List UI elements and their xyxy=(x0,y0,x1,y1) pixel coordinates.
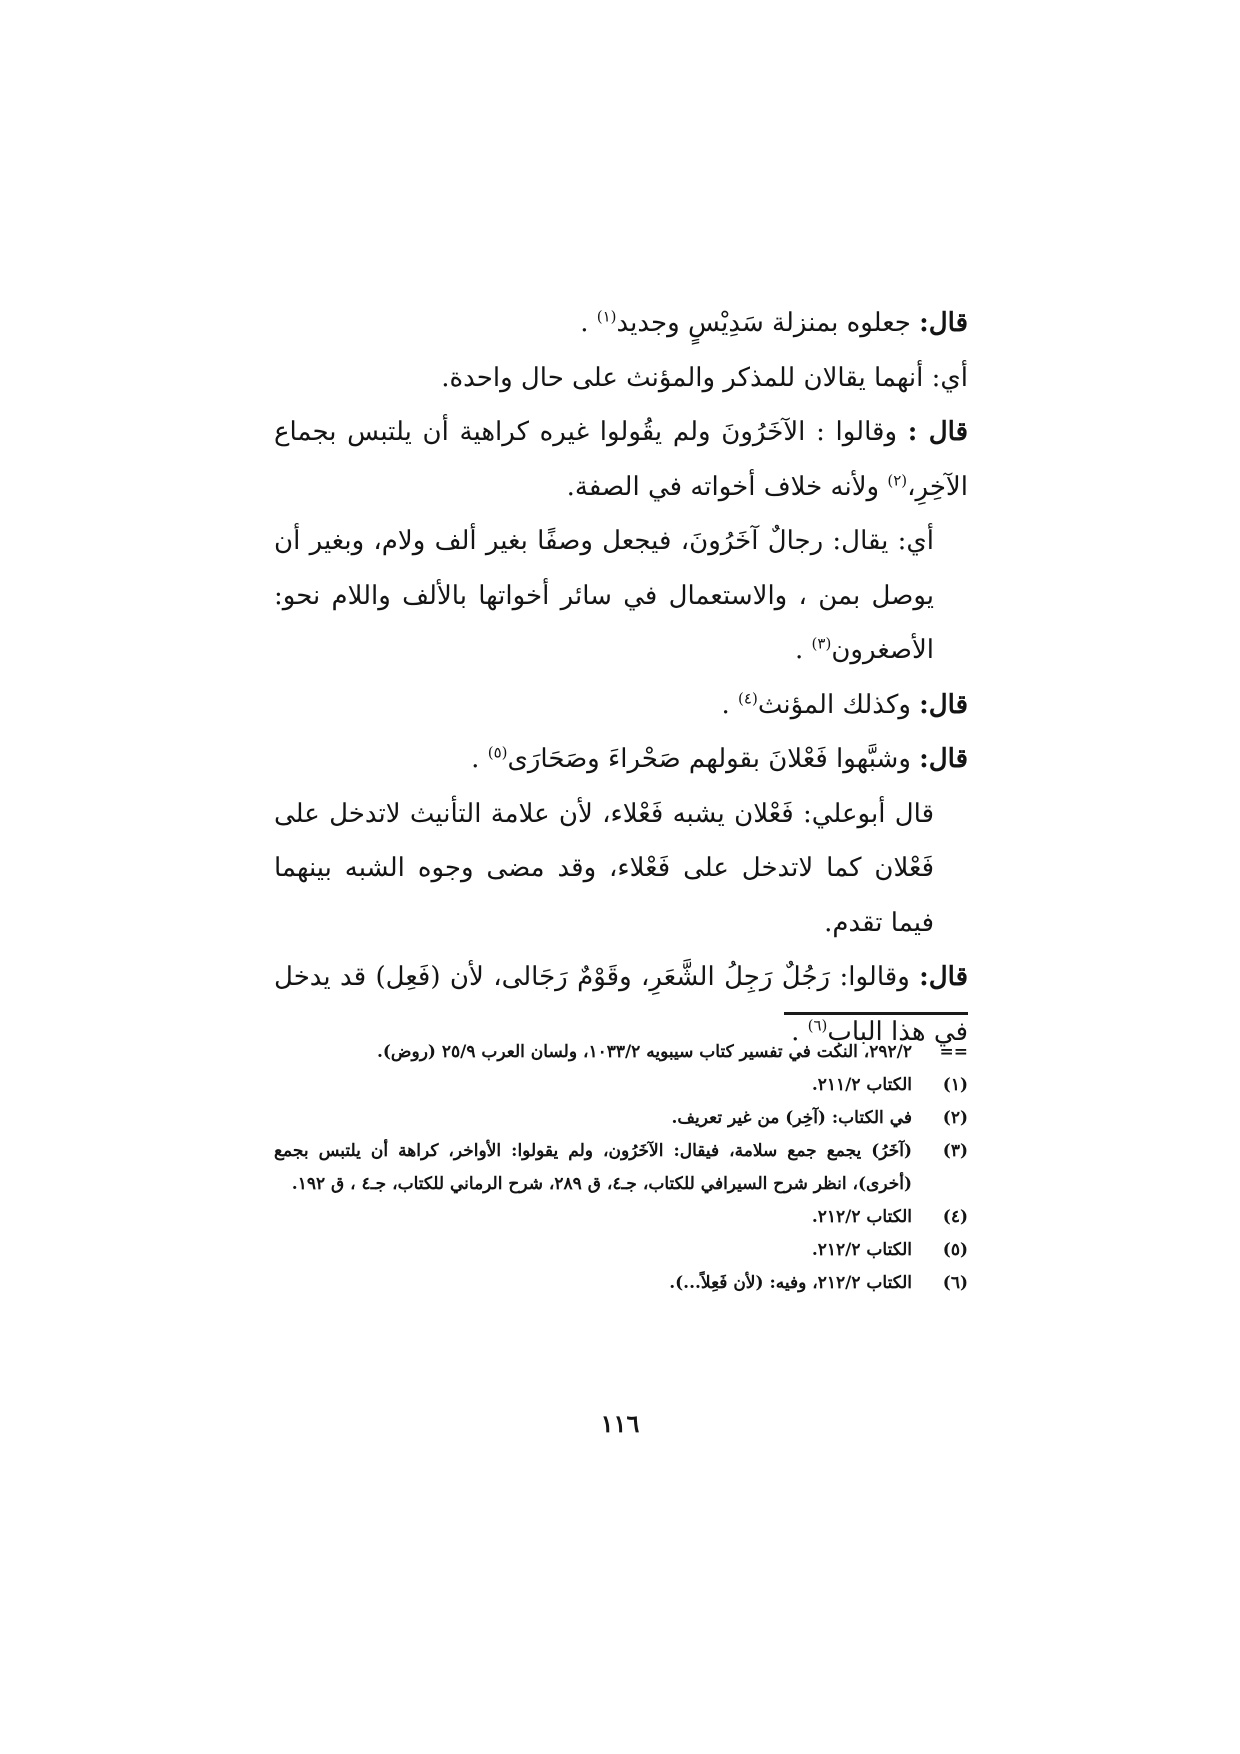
footnote-text: ٢٩٢/٢، النكت في تفسير كتاب سيبويه ١٠٣٣/٢، ولسان العرب ٢٥/٩ (روض). xyxy=(376,1042,912,1062)
footnote-ref: (٣) xyxy=(811,634,832,653)
footnotes xyxy=(274,1036,968,1300)
paragraph-text: جعلوه بمنزلة سَدِيْسٍ وجديد xyxy=(616,308,920,338)
page-number: ١١٦ xyxy=(600,1409,640,1438)
footnote-5 xyxy=(274,1234,968,1267)
paragraph-tail: ولأنه خلاف أخواته في الصفة. xyxy=(566,471,888,502)
paragraph-tail: . xyxy=(580,308,597,338)
paragraph-3 xyxy=(274,405,968,514)
paragraph-5 xyxy=(274,678,968,733)
footnote-mark: (٣) xyxy=(942,1141,968,1161)
paragraph-lead: قال: xyxy=(919,962,968,992)
paragraph-7 xyxy=(274,787,968,951)
footnote-6 xyxy=(274,1267,968,1300)
footnote-ref: (٦) xyxy=(807,1015,828,1034)
paragraph-text: وكذلك المؤنث xyxy=(757,689,920,720)
footnote-mark: (١) xyxy=(942,1075,968,1095)
paragraph-6 xyxy=(274,732,968,787)
footnote-ref: (٤) xyxy=(738,688,758,707)
paragraph-tail: . xyxy=(471,744,488,774)
footnote-text: (آخَرُ) يجمع جمع سلامة، فيقال: الآخَرُون، ولم يقولوا: الأواخر، كراهة أن يلتبس بجمع (أخرى)، انظر شرح السيرافي للكتاب، جـ٤، ق ٢٨٩، شرح الرماني للكتاب، جـ٤ ، ق ١٩٢. xyxy=(274,1141,912,1194)
footnote-1 xyxy=(274,1069,968,1102)
paragraph-2 xyxy=(274,351,968,406)
paragraph-text: وشبَّهوا فَعْلانَ بقولهم صَحْراءَ وصَحَارَى xyxy=(507,744,920,774)
paragraph-lead: قال : xyxy=(907,417,969,447)
paragraph-text: وقالوا: رَجُلٌ رَجِلُ الشَّعَرِ، وقَوْمٌ رَجَالى، لأن (فَعِل) قد يدخل في هذا الباب xyxy=(274,962,968,1047)
footnote-text: الكتاب ٢١٢/٢. xyxy=(811,1240,912,1260)
paragraph-text: أي: أنهما يقالان للمذكر والمؤنث على حال واحدة. xyxy=(441,362,968,393)
footnote-text: الكتاب ٢١٢/٢. xyxy=(811,1207,912,1227)
footnote-mark: == xyxy=(939,1042,968,1062)
footnote-mark: (٦) xyxy=(942,1273,968,1293)
paragraph-tail: . xyxy=(791,1016,808,1047)
paragraph-text: وقالوا : الآخَرُونَ ولم يقُولوا غيره كراهية أن يلتبس بجماع الآخِرِ، xyxy=(274,417,968,502)
footnote-text: الكتاب ٢١٢/٢، وفيه: (لأن فَعِلاً...). xyxy=(669,1273,912,1293)
paragraph-lead: قال: xyxy=(919,744,968,774)
paragraph-tail: . xyxy=(795,635,812,665)
paragraph-lead: قال: xyxy=(919,308,968,338)
footnote-ref: (٢) xyxy=(887,470,908,489)
footnote-ref: (٥) xyxy=(487,743,508,762)
footnote-ref: (١) xyxy=(596,307,617,326)
paragraph-tail: . xyxy=(721,689,739,720)
footnote-2 xyxy=(274,1102,968,1135)
footnote-3 xyxy=(274,1135,968,1201)
footnote-text: في الكتاب: (آخِر) من غير تعريف. xyxy=(671,1108,912,1128)
footnote-continuation xyxy=(274,1036,968,1069)
footnote-4 xyxy=(274,1201,968,1234)
paragraph-text: قال أبوعلي: فَعْلان يشبه فَعْلاء، لأن علامة التأنيث لاتدخل على فَعْلان كما لاتدخل على فَعْلاء، وقد مضى وجوه الشبه بينهما فيما تقدم. xyxy=(274,798,934,938)
footnote-text: الكتاب ٢١١/٢. xyxy=(811,1075,912,1095)
paragraph-lead: قال: xyxy=(919,689,968,720)
footnote-mark: (٢) xyxy=(942,1108,968,1128)
paragraph-4 xyxy=(274,514,968,678)
footnote-mark: (٤) xyxy=(942,1207,968,1227)
paragraph-text: أي: يقال: رجالٌ آخَرُونَ، فيجعل وصفًا بغير ألف ولام، وبغير أن يوصل بمن ، والاستعمال في سائر أخواتها بالألف واللام نحو: الأصغرون xyxy=(274,526,934,665)
footnote-separator xyxy=(784,1012,968,1015)
footnote-mark: (٥) xyxy=(942,1240,968,1260)
paragraph-1 xyxy=(274,296,968,351)
main-text xyxy=(274,296,968,1059)
